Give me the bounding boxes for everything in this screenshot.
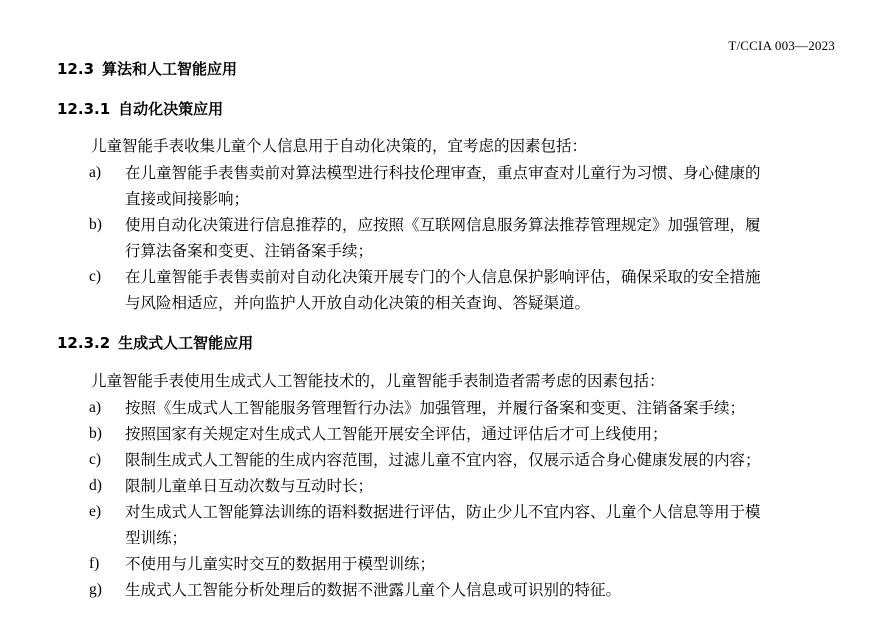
section-number: 12.3: [57, 60, 95, 78]
list-item-line: 使用自动化决策进行信息推荐的，应按照《互联网信息服务算法推荐管理规定》加强管理，履: [125, 216, 761, 234]
subsection-title: 自动化决策应用: [118, 100, 224, 118]
list-item-line: 行算法备案和变更、注销备案手续；: [125, 242, 374, 260]
intro-paragraph-2: 儿童智能手表使用生成式人工智能技术的，儿童智能手表制造者需考虑的因素包括：: [91, 372, 665, 390]
list-item-line: 型训练；: [125, 529, 188, 547]
list-item-line: 在儿童智能手表售卖前对算法模型进行科技伦理审查，重点审查对儿童行为习惯、身心健康的: [125, 164, 761, 182]
section-title: 算法和人工智能应用: [102, 60, 238, 78]
list-marker: g): [89, 581, 102, 598]
list-item-line: 限制生成式人工智能的生成内容范围，过滤儿童不宜内容，仅展示适合身心健康发展的内容；: [125, 451, 761, 469]
list-marker: f): [89, 555, 100, 572]
item-list-1: [89, 160, 849, 316]
list-item-line: 直接或间接影响；: [125, 190, 250, 208]
subsection-number: 12.3.2: [57, 334, 111, 352]
list-item: [89, 212, 849, 264]
list-item: [89, 264, 849, 316]
list-item-line: 生成式人工智能分析处理后的数据不泄露儿童个人信息或可识别的特征。: [125, 581, 622, 599]
list-marker: c): [89, 268, 102, 285]
list-item: [89, 160, 849, 212]
list-item: [89, 551, 849, 577]
list-item: [89, 473, 849, 499]
subsection-heading-2: [57, 332, 253, 353]
list-item: [89, 421, 849, 447]
list-item: [89, 577, 849, 603]
document-code: T/CCIA 003—2023: [728, 38, 835, 53]
subsection-title: 生成式人工智能应用: [118, 334, 254, 352]
list-marker: a): [89, 164, 102, 181]
item-list-2: [89, 395, 849, 603]
intro-paragraph-1: 儿童智能手表收集儿童个人信息用于自动化决策的，宜考虑的因素包括：: [91, 137, 588, 155]
list-marker: d): [89, 477, 102, 494]
list-marker: b): [89, 216, 102, 233]
list-item: [89, 395, 849, 421]
list-item: [89, 499, 849, 551]
list-marker: a): [89, 399, 102, 416]
section-heading: [57, 58, 237, 79]
list-item-line: 按照国家有关规定对生成式人工智能开展安全评估，通过评估后才可上线使用；: [125, 425, 668, 443]
list-item-line: 不使用与儿童实时交互的数据用于模型训练；: [125, 555, 436, 573]
list-item: [89, 447, 849, 473]
list-item-line: 对生成式人工智能算法训练的语料数据进行评估，防止少儿不宜内容、儿童个人信息等用于模: [125, 503, 761, 521]
list-item-line: 在儿童智能手表售卖前对自动化决策开展专门的个人信息保护影响评估，确保采取的安全措施: [125, 268, 761, 286]
list-item-line: 与风险相适应，并向监护人开放自动化决策的相关查询、答疑渠道。: [125, 294, 591, 312]
list-item-line: 按照《生成式人工智能服务管理暂行办法》加强管理，并履行备案和变更、注销备案手续；: [125, 399, 746, 417]
list-marker: e): [89, 503, 102, 520]
list-item-line: 限制儿童单日互动次数与互动时长；: [125, 477, 374, 495]
subsection-heading-1: [57, 98, 223, 119]
list-marker: c): [89, 451, 102, 468]
subsection-number: 12.3.1: [57, 100, 111, 118]
list-marker: b): [89, 425, 102, 442]
